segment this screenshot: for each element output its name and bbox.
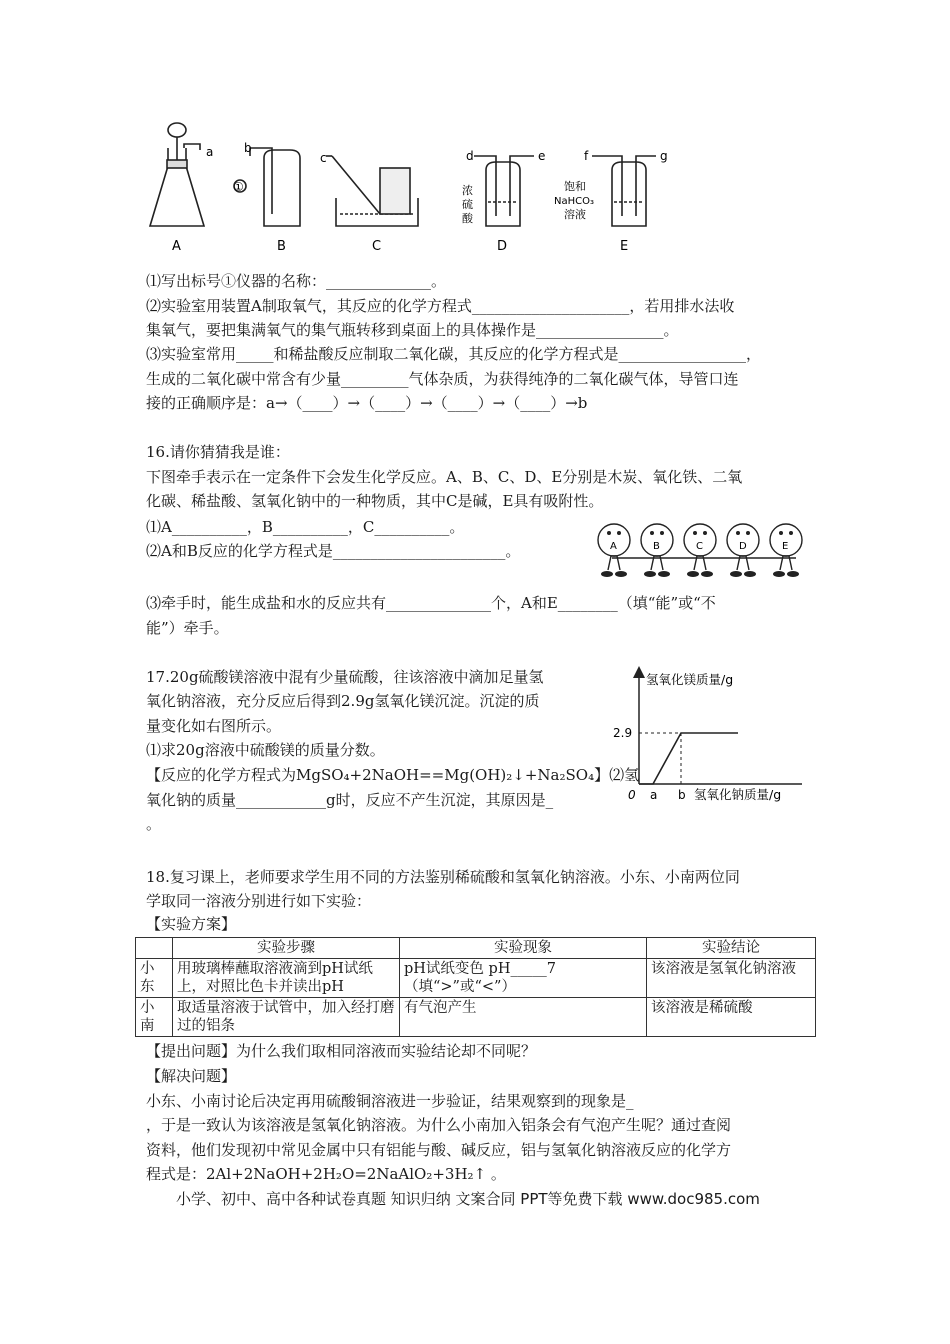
q16-line-2: 下图牵手表示在一定条件下会发生化学反应。A、B、C、D、E分别是木炭、氧化铁、二氧: [146, 468, 743, 486]
row-name: 小南: [136, 998, 173, 1037]
q17-line-1: 17.20g硫酸镁溶液中混有少量硫酸，往该溶液中滴加足量氢: [146, 668, 544, 686]
kid-d-label: D: [739, 541, 747, 552]
q17-line-4: ⑴求20g溶液中硫酸镁的质量分数。: [146, 741, 385, 759]
port-d: d: [466, 149, 474, 163]
y-tick-2-9: 2.9: [613, 726, 633, 740]
port-c: c: [320, 151, 327, 165]
experiment-table: [135, 937, 816, 1037]
q15-line-4: ⑶实验室常用_____和稀盐酸反应制取二氧化碳，其反应的化学方程式是_________________，: [146, 345, 762, 363]
q17-line-2: 氧化钠溶液，充分反应后得到2.9g氢氧化镁沉淀。沉淀的质: [146, 692, 540, 710]
kid-a-label: A: [610, 541, 617, 552]
port-a: a: [206, 145, 214, 159]
q17-line-6: 氧化钠的质量____________g时，反应不产生沉淀，其原因是_: [146, 791, 554, 809]
q17-line-7: 。: [146, 815, 162, 833]
kid-e-label: E: [782, 541, 789, 552]
q16-line-5: ⑵A和B反应的化学方程式是_______________________。: [146, 542, 521, 560]
q16-line-7: 能”）牵手。: [146, 619, 229, 637]
apparatus-c: [326, 156, 418, 226]
e-liquid-3: 溶液: [564, 208, 586, 221]
label-b: B: [277, 239, 286, 254]
q15-line-3: 集氧气，要把集满氧气的集气瓶转移到桌面上的具体操作是_________________。: [146, 321, 679, 339]
page-footer: 小学、初中、高中各种试卷真题 知识归纳 文案合同 PPT等免费下载 www.doc985.com: [176, 1190, 760, 1208]
q18-line-6: 小东、小南讨论后决定再用硫酸铜溶液进一步验证，结果观察到的现象是_: [146, 1092, 634, 1110]
q16-line-6: ⑶牵手时，能生成盐和水的反应共有______________个，A和E________（填“能”或“不: [146, 594, 716, 612]
kid-b-label: B: [653, 541, 660, 552]
q18-line-7: ，于是一致认为该溶液是氢氧化钠溶液。为什么小南加入铝条会有气泡产生呢？通过查阅: [146, 1116, 732, 1134]
circle-mark: ①: [233, 180, 244, 194]
port-e: e: [538, 149, 546, 163]
q15-line-5: 生成的二氧化碳中常含有少量_________气体杂质，为获得纯净的二氧化碳气体，导管口连: [146, 370, 739, 388]
port-g: g: [660, 149, 668, 163]
apparatus-a: [150, 123, 204, 226]
q15-line-6: 接的正确顺序是：a→（____）→（____）→（____）→（____）→b: [146, 394, 588, 412]
apparatus-b: [234, 148, 300, 226]
q17-line-3: 量变化如右图所示。: [146, 717, 282, 735]
label-e: E: [620, 239, 629, 254]
q18-line-5: 【解决问题】: [146, 1067, 237, 1085]
origin-label: 0: [628, 788, 636, 802]
x-axis-label: 氢氧化钠质量/g: [694, 787, 782, 802]
header-blank: [136, 938, 173, 959]
e-liquid-2: NaHCO₃: [554, 196, 594, 207]
hand-holding-figure: [592, 516, 814, 594]
row-phenomenon: 有气泡产生: [400, 998, 647, 1037]
label-a: A: [172, 239, 181, 254]
apparatus-figure: [140, 118, 680, 258]
apparatus-e: [592, 156, 656, 226]
row-conclusion: 该溶液是氢氧化钠溶液: [647, 959, 816, 998]
kid-a: [598, 524, 630, 577]
kid-b: [641, 524, 673, 577]
q18-line-1: 18.复习课上，老师要求学生用不同的方法鉴别稀硫酸和氢氧化钠溶液。小东、小南两位同: [146, 868, 740, 886]
q18-line-4: 【提出问题】为什么我们取相同溶液而实验结论却不同呢？: [146, 1042, 537, 1060]
x-tick-b: b: [678, 788, 686, 802]
row-step: 用玻璃棒蘸取溶液滴到pH试纸上，对照比色卡并读出pH: [173, 959, 400, 998]
e-liquid-1: 饱和: [564, 180, 586, 193]
kid-d: [727, 524, 759, 577]
series-line: [639, 733, 738, 784]
x-tick-a: a: [650, 788, 658, 802]
q18-line-8: 资料，他们发现初中常见金属中只有铝能与酸、碱反应，铝与氢氧化钠溶液反应的化学方: [146, 1141, 732, 1159]
table-header-row: [136, 938, 816, 959]
apparatus-d: [474, 156, 534, 226]
port-f: f: [584, 149, 589, 163]
d-liquid-3: 酸: [462, 212, 473, 225]
q16-line-4: ⑴A__________，B__________，C__________。: [146, 518, 465, 536]
row-step: 取适量溶液于试管中，加入经打磨过的铝条: [173, 998, 400, 1037]
header-conclusion: 实验结论: [647, 938, 816, 959]
port-b: b: [244, 141, 252, 155]
label-c: C: [372, 239, 382, 254]
table-row: [136, 998, 816, 1037]
q17-line-5: 【反应的化学方程式为MgSO₄+2NaOH==Mg(OH)₂↓+Na₂SO₄】⑵氢: [146, 766, 640, 784]
q18-line-3: 【实验方案】: [146, 915, 237, 933]
q15-line-1: ⑴写出标号①仪器的名称：______________。: [146, 272, 447, 290]
row-name: 小东: [136, 959, 173, 998]
kid-c: [684, 524, 716, 577]
label-d: D: [497, 239, 508, 254]
q18-line-2: 学取同一溶液分别进行如下实验：: [146, 892, 372, 910]
q16-line-3: 化碳、稀盐酸、氢氧化钠中的一种物质，其中C是碱，E具有吸附性。: [146, 492, 604, 510]
precipitate-chart: [612, 664, 808, 808]
kid-c-label: C: [696, 541, 703, 552]
y-axis-label: 氢氧化镁质量/g: [646, 672, 734, 687]
q15-line-2: ⑵实验室用装置A制取氧气，其反应的化学方程式_____________________，若用排水法收: [146, 297, 735, 315]
d-liquid-2: 硫: [462, 198, 473, 211]
header-phenomenon: 实验现象: [400, 938, 647, 959]
q18-line-9: 程式是：2Al+2NaOH+2H₂O=2NaAlO₂+3H₂↑ 。: [146, 1165, 506, 1183]
kid-e: [770, 524, 802, 577]
header-step: 实验步骤: [173, 938, 400, 959]
row-phenomenon: pH试纸变色 pH_____7（填“>”或“<”）: [400, 959, 647, 998]
q16-line-1: 16.请你猜猜我是谁：: [146, 443, 290, 461]
row-conclusion: 该溶液是稀硫酸: [647, 998, 816, 1037]
table-row: [136, 959, 816, 998]
d-liquid-1: 浓: [462, 184, 473, 197]
